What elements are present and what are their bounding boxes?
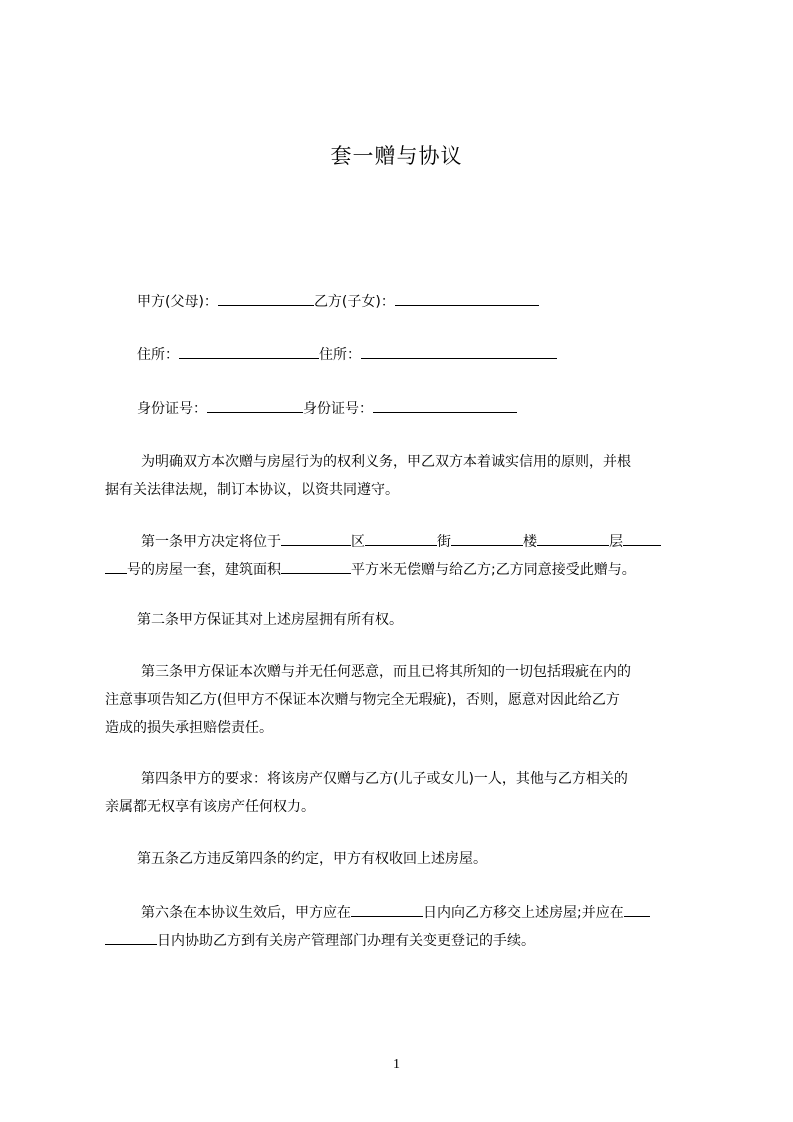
party-b-id-label: 身份证号： (303, 401, 373, 417)
intro-line-2: 据有关法律法规，制订本协议，以资共同遵守。 (105, 482, 399, 498)
street-label: 街 (437, 534, 451, 550)
party-b-label: 乙方(子女)： (313, 294, 395, 310)
article6-line-1 (141, 902, 650, 923)
party-a-blank[interactable] (218, 291, 314, 306)
page-number: 1 (393, 1057, 400, 1072)
street-blank[interactable] (365, 531, 437, 546)
id-line (137, 398, 517, 419)
party-b-blank[interactable] (395, 291, 539, 306)
article3-line-1: 第三条甲方保证本次赠与并无任何恶意，而且已将其所知的一切包括瑕疵在内的 (141, 664, 631, 680)
party-a-label: 甲方(父母)： (137, 294, 218, 310)
article4-line-1: 第四条甲方的要求：将该房产仅赠与乙方(儿子或女儿)一人，其他与乙方相关的 (141, 771, 628, 787)
number-blank-part2[interactable] (105, 559, 127, 574)
building-label: 楼 (523, 534, 537, 550)
article3-line-3: 造成的损失承担赔偿责任。 (105, 720, 273, 736)
article1-line-1 (141, 531, 661, 552)
article4-line-2: 亲属都无权享有该房产任何权力。 (105, 799, 315, 815)
address-line (137, 344, 557, 365)
party-a-id-blank[interactable] (207, 398, 303, 413)
registration-days-blank-part2[interactable] (105, 930, 157, 945)
district-label: 区 (351, 534, 365, 550)
article2: 第二条甲方保证其对上述房屋拥有所有权。 (137, 612, 403, 628)
article6-start: 第六条在本协议生效后，甲方应在 (141, 905, 351, 921)
area-blank[interactable] (281, 559, 351, 574)
article5: 第五条乙方违反第四条的约定，甲方有权收回上述房屋。 (137, 851, 487, 867)
intro-line-1: 为明确双方本次赠与房屋行为的权利义务，甲乙双方本着诚实信用的原则，并根 (141, 454, 631, 470)
registration-days-blank-part1[interactable] (624, 902, 650, 917)
party-a-address-label: 住所： (137, 347, 179, 363)
party-a-address-blank[interactable] (179, 344, 319, 359)
article6-line-2 (105, 930, 535, 951)
party-line (137, 291, 539, 312)
article1-number-text: 号的房屋一套，建筑面积 (127, 562, 281, 578)
handover-days-blank[interactable] (351, 902, 423, 917)
district-blank[interactable] (281, 531, 351, 546)
article1-line-2 (105, 559, 636, 580)
document-title: 套一赠与协议 (330, 144, 463, 168)
party-b-address-blank[interactable] (361, 344, 557, 359)
party-b-address-label: 住所： (319, 347, 361, 363)
party-a-id-label: 身份证号： (137, 401, 207, 417)
building-blank[interactable] (451, 531, 523, 546)
article1-end: 平方米无偿赠与给乙方;乙方同意接受此赠与。 (351, 562, 636, 578)
party-b-id-blank[interactable] (373, 398, 517, 413)
floor-label: 层 (609, 534, 623, 550)
floor-blank[interactable] (537, 531, 609, 546)
number-blank-part1[interactable] (623, 531, 661, 546)
article6-end: 日内协助乙方到有关房产管理部门办理有关变更登记的手续。 (157, 933, 535, 949)
article3-line-2: 注意事项告知乙方(但甲方不保证本次赠与物完全无瑕疵)，否则，愿意对因此给乙方 (105, 692, 620, 708)
article6-middle: 日内向乙方移交上述房屋;并应在 (423, 905, 624, 921)
article1-start: 第一条甲方决定将位于 (141, 534, 281, 550)
